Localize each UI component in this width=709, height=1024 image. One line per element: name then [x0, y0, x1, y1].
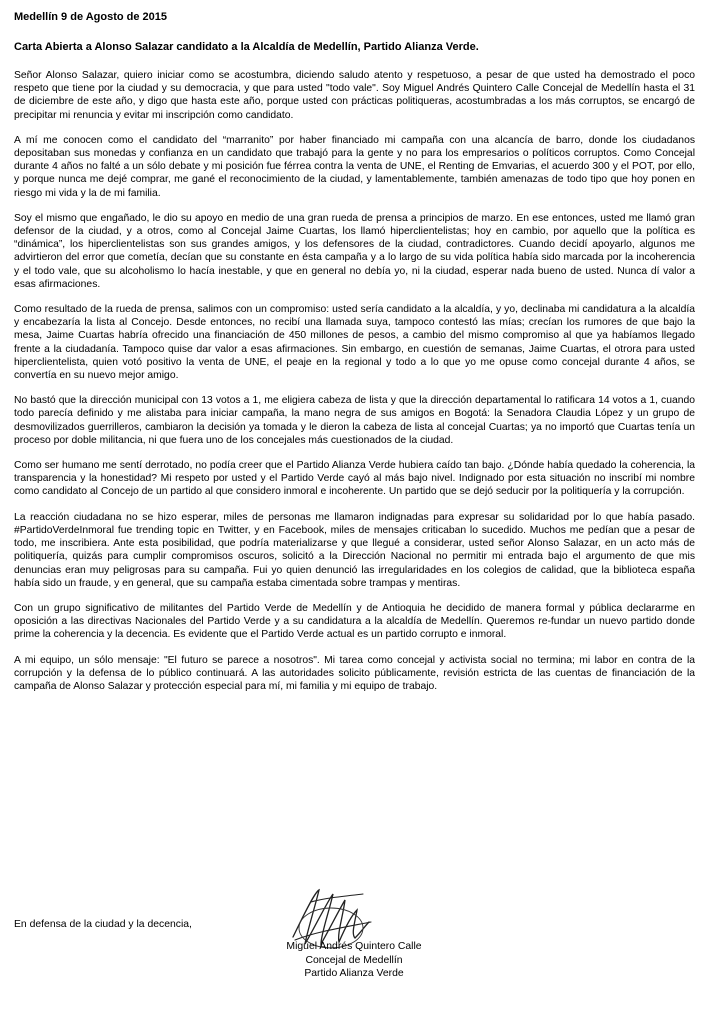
letter-subject: Carta Abierta a Alonso Salazar candidato a la Alcaldía de Medellín, Partido Alianza Verde.: [14, 41, 479, 53]
paragraph-4: Como resultado de la rueda de prensa, salimos con un compromiso: usted sería candidato a la alcaldía, y yo, declinaba mi candidatura a la alcaldía y encabezaría la lista al Concejo. Desde entonces, no recibí una llamada suya, tampoco contestó las mías; crecían los rumores de que bajo la mesa, Jaime Cuartas habría ofrecido una financiación de 450 millones de pesos, a cambio del mismo compromiso al que ya habíamos llegado frente a la ciudadanía. Tampoco quise dar valor a esas afirmaciones. Sin embargo, en cuestión de semanas, Jaime Cuartas, el otrora para usted hiperclientelista, quien votó positivo la venta de UNE, el peaje en la regional y todo a lo que yo me opuse como concejal durante 4 años, se convertía en su nuevo mejor amigo.: [14, 304, 695, 382]
paragraph-2: A mí me conocen como el candidato del “marranito” por haber financiado mi campaña con una alcancía de barro, donde los ciudadanos depositaban sus monedas y confianza en un candidato que trabajó para la gente y no para los empresarios o políticos corruptos. Como Concejal durante 4 años no falté a un sólo debate y mi posición fue férrea contra la venta de UNE, el Renting de Emvarias, el acuerdo 300 y el POT, por ello, y porque nunca me dejé comprar, me gané el reconocimiento de la ciudad, y lamentablemente, también amenazas de todo tipo que hoy ponen en riesgo mi vida y la de mi familia.: [14, 134, 695, 199]
paragraph-8: Con un grupo significativo de militantes del Partido Verde de Medellín y de Antioquia he decidido de manera formal y pública declararme en oposición a las directivas Nacionales del Partido Verde y a su candidatura a la alcaldía de Medellín. Queremos re-fundar un nuevo partido donde prime la coherencia y la decencia. Es evidente que el Partido Verde actual es un partido corrupto e inmoral.: [14, 602, 695, 641]
signature-block: [264, 940, 444, 981]
signer-name: Miguel Andrés Quintero Calle: [286, 941, 422, 952]
signer-role: Concejal de Medellín: [305, 954, 403, 966]
paragraph-7: La reacción ciudadana no se hizo esperar, miles de personas me llamaron indignadas para expresar su solidaridad por lo que había pasado. #PartidoVerdeInmoral fue trending topic en Twitter, y en Facebook, miles de mensajes criticaban lo sucedido. Muchos me pedían que a pesar de todo, me inscribiera. Ante esta posibilidad, que podría materializarse y que llegué a considerar, usted señor Alonso Salazar, en un acto más de politiquería, quizás para cumplir compromisos oscuros, solicitó a la Dirección Nacional no permitir mi entrada bajo el argumento de que mis denuncias eran muy peligrosas para su campaña. Fui yo quien denunció las irregularidades en los colegios de calidad, que la biblioteca españa había sido un fraude, y en general, que su campaña estaba cimentada sobre trampas y mentiras.: [14, 511, 695, 589]
signer-party: Partido Alianza Verde: [304, 968, 404, 980]
paragraph-3: Soy el mismo que engañado, le dio su apoyo en medio de una gran rueda de prensa a principios de marzo. En ese entonces, usted me llamó gran defensor de la ciudad, y a otros, como al Concejal Jaime Cuartas, los llamó hiperclientelistas; hoy en cambio, por aquello que la política es “dinámica”, los hiperclientelistas son sus grandes amigos, y los defensores de la ciudad, contradictores. Cuando decidí apoyarlo, algunos me advirtieron del error que cometía, decían que su constante en ésta campaña y a lo largo de su vida política había sido marcada por la incoherencia y el todo vale, que su alcoholismo lo hacía inestable, y que en general no debía yo, ni la ciudad, esperar nada bueno de usted. Nunca dí valor a esas afirmaciones.: [14, 212, 695, 290]
paragraph-1: Señor Alonso Salazar, quiero iniciar como se acostumbra, diciendo saludo atento y respetuoso, a pesar de que usted ha demostrado el poco respeto que tiene por la ciudad y su democracia, y que para usted "todo vale". Soy Miguel Andrés Quintero Calle Concejal de Medellín hasta el 31 de diciembre de este año, y digo que hasta este año, porque usted con prácticas politiqueras, acostumbradas a los más corruptos, se encargó de precipitar mi renuncia y evitar mi inscripción como candidato.: [14, 70, 695, 121]
paragraph-5: No bastó que la dirección municipal con 13 votos a 1, me eligiera cabeza de lista y que la dirección departamental lo ratificara 14 votos a 1, cuando todo parecía definido y me alistaba para iniciar campaña, la mano negra de sus amigos en Bogotá: la Senadora Claudia López y un grupo de desmovilizados guerrilleros, cambiaron la decisión ya tomada y le dieron la cabeza de lista al concejal Cuartas; ya no importó que Cuartas tenía un proceso por doble militancia, ni que fuera uno de los concejales más cuestionados de la ciudad.: [14, 395, 695, 446]
closing-line: En defensa de la ciudad y la decencia,: [14, 919, 192, 930]
letter-body: [14, 10, 695, 705]
letter-date: Medellín 9 de Agosto de 2015: [14, 11, 168, 23]
paragraph-6: Como ser humano me sentí derrotado, no podía creer que el Partido Alianza Verde hubiera caído tan bajo. ¿Dónde había quedado la coherencia, la transparencia y la honestidad? Mi respeto por usted y el Partido Verde cayó al más bajo nivel. Indignado por esta situación no inscribí mi nombre como candidato al Concejo de un partido al que considero inmoral e incoherente. Un partido que se dejó seducir por la politiquería y la corrupción.: [14, 460, 695, 498]
paragraph-9: A mi equipo, un sólo mensaje: "El futuro se parece a nosotros". Mi tarea como concejal y activista social no termina; mi labor en contra de la corrupción y la defensa de lo público continuará. A las autoridades solicito públicamente, revisión estricta de las cuentas de financiación de la campaña de Alonso Salazar y protección especial para mí, mi familia y mi equipo de trabajo.: [14, 654, 695, 692]
